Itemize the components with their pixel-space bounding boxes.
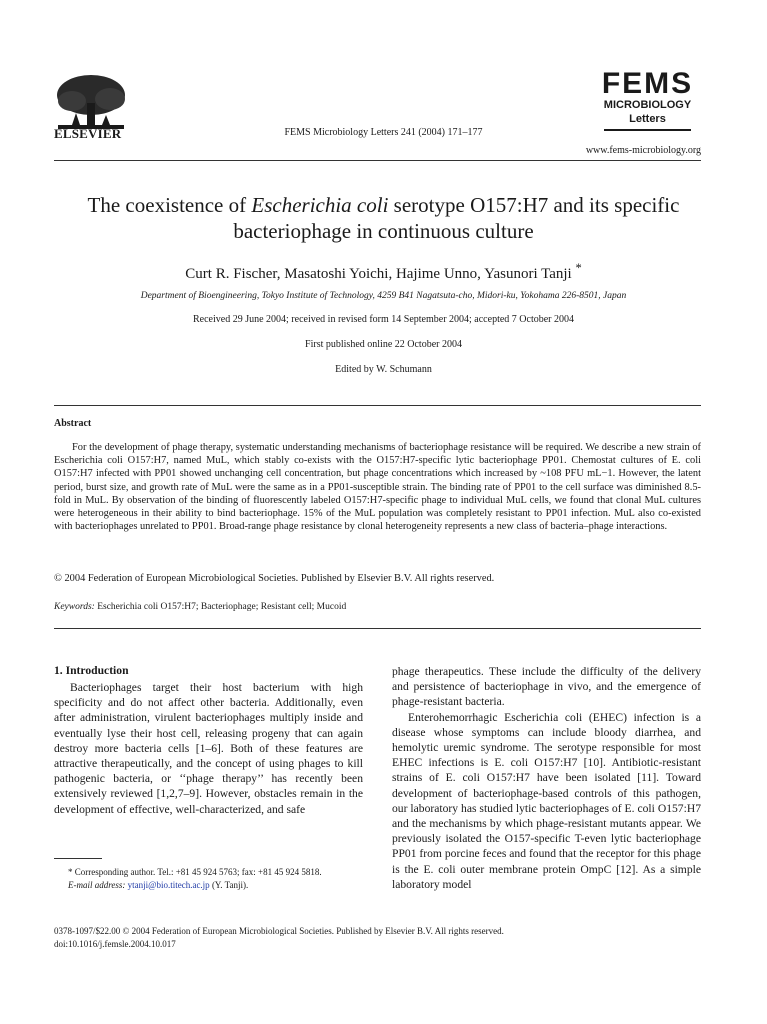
keywords-label: Keywords: (54, 602, 95, 612)
first-published: First published online 22 October 2004 (305, 339, 462, 350)
right-column (392, 664, 701, 892)
abstract-heading: Abstract (54, 418, 92, 429)
title-italic: Escherichia coli (251, 193, 389, 217)
journal-url[interactable]: www.fems-microbiology.org (585, 145, 701, 156)
author-list (0, 261, 767, 283)
title-line-2: bacteriophage in continuous culture (233, 219, 534, 243)
abstract-text: For the development of phage therapy, systematic understanding mechanisms of bacteriophage resistance will be required. We describe a new strain of Escherichia coli O157:H7, named MuL, which stably co-exists with the O157:H7-specific lytic bacteriophage PP01. Chemostat cultures of E. coli O157:H7 infected with PP01 showed unchanging cell concentration, but phage concentrations which increased by ~108 PFU mL−1. However, the latent period, burst size, and growth rate of MuL were the same as in a PP01-susceptible strain. The binding rate of PP01 to the cell surface was diminished 8.5-fold in MuL. By observation of the binding of fluorescently labeled O157:H7-specific phage to individual MuL cells, we found that clonal MuL cultures were heterogeneous in their ability to bind bacteriophage. 15% of the MuL population was completely resistant to PP01 infection. MuL also co-existed with bacteriophages unrelated to PP01. Broad-range phage resistance by clonal heterogeneity represents a new class of bacteria–phage interactions. (54, 442, 701, 533)
fems-logo-subtitle: MICROBIOLOGY (603, 99, 692, 111)
article-title (40, 192, 727, 244)
title-text-1: The coexistence of (87, 193, 252, 217)
title-text-2: serotype O157:H7 and its specific (388, 193, 680, 217)
intro-paragraph-2: phage therapeutics. These include the difficulty of the delivery and persistence of bacteriophage in vivo, and the emergence of phage-resistant bacteria. (392, 665, 701, 709)
doi-line: doi:10.1016/j.femsle.2004.10.017 (54, 939, 176, 949)
fems-logo-letters: Letters (629, 113, 666, 125)
doi-block (54, 925, 504, 951)
keywords-list: Escherichia coli O157:H7; Bacteriophage; Resistant cell; Mucoid (97, 602, 347, 612)
footnote-email-suffix: (Y. Tanji). (211, 880, 249, 890)
section-heading-introduction: 1. Introduction (54, 664, 129, 677)
header-divider (54, 160, 701, 161)
footnote-corresponding: * Corresponding author. Tel.: +81 45 924 5763; fax: +81 45 924 5818. (68, 867, 322, 877)
affiliation: Department of Bioengineering, Tokyo Institute of Technology, 4259 B41 Nagatsuta-cho, Midori-ku, Yokohama 226-8501, Japan (140, 291, 627, 301)
corresponding-mark[interactable]: * (575, 261, 582, 275)
abstract-top-divider (54, 405, 701, 406)
issn-copyright: 0378-1097/$22.00 © 2004 Federation of European Microbiological Societies. Published by Elsevier B.V. All rights reserved. (54, 926, 504, 936)
fems-logo-title: FEMS (601, 67, 694, 100)
keywords (54, 602, 346, 612)
edited-by: Edited by W. Schumann (335, 364, 432, 375)
article-dates: Received 29 June 2004; received in revised form 14 September 2004; accepted 7 October 2004 (193, 314, 574, 325)
authors-text: Curt R. Fischer, Masatoshi Yoichi, Hajime Unno, Yasunori Tanji (185, 266, 572, 282)
intro-paragraph-3: Enterohemorrhagic Escherichia coli (EHEC) infection is a disease whose symptoms can include bloody diarrhea, and hemolytic uremic syndrome. The serotype responsible for most EHEC infections is E. coli O157:H7 [10]. Antibiotic-resistant strains of E. coli O157:H7 have been isolated [11]. Toward development of bacteriophage-based controls of this pathogen, our laboratory has studied lytic bacteriophages of E. coli O157:H7 and the mechanisms by which phage-resistant mutants appear. We previously isolated the O157-specific T-even lytic bacteriophage PP01 from porcine feces and found that the receptor for this phage is the E. coli outer membrane protein OmpC [12]. As a simple laboratory model (392, 710, 701, 891)
footnote-email-label: E-mail address: (68, 880, 126, 890)
fems-logo (596, 67, 699, 131)
publisher-name: ELSEVIER (54, 126, 122, 141)
fems-logo-rule (604, 129, 691, 131)
left-column (54, 680, 363, 817)
footnote (54, 866, 363, 892)
abstract-copyright: © 2004 Federation of European Microbiological Societies. Published by Elsevier B.V. All rights reserved. (54, 573, 495, 584)
footnote-divider (54, 858, 102, 859)
email-link[interactable]: ytanji@bio.titech.ac.jp (127, 880, 210, 890)
intro-paragraph-1: Bacteriophages target their host bacterium with high specificity and do not affect other bacteria. Additionally, even after administration, virulent bacteriophages multiply inside and eventually lyse their host cell, releasing progeny that can again destroy more bacteria cells [1–6]. Both of these features are attractive therapeutically, and the concept of using phages to kill pathogenic bacteria, or ‘‘phage therapy’’ has recently been extensively reviewed [1,2,7–9]. However, obstacles remain in the development of effective, well-characterized, and safe (54, 681, 363, 816)
journal-reference: FEMS Microbiology Letters 241 (2004) 171–177 (284, 127, 483, 138)
abstract-bottom-divider (54, 628, 701, 629)
abstract-body (54, 441, 701, 533)
